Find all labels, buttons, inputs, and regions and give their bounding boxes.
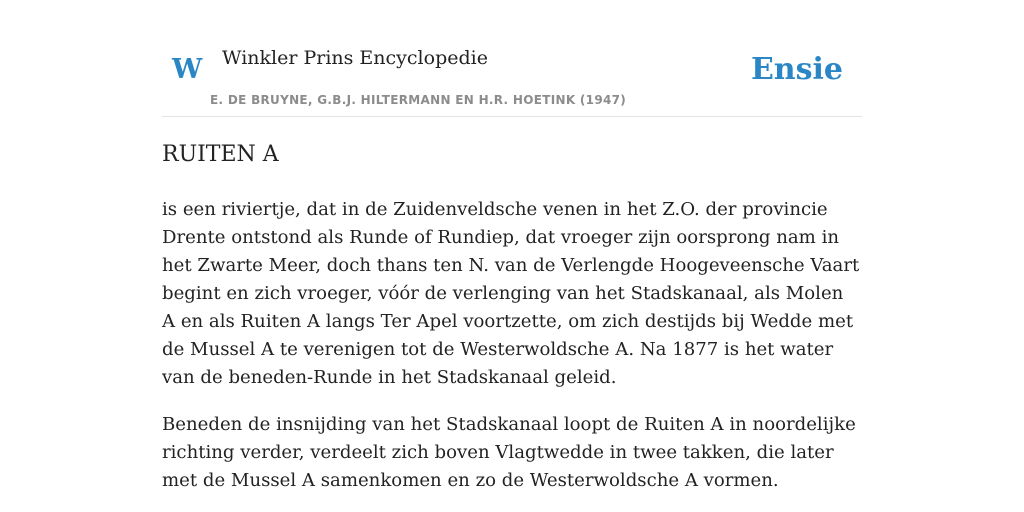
site-header	[162, 40, 862, 117]
ensie-brand-link[interactable]: Ensie	[750, 52, 843, 87]
w-logo-icon[interactable]: W	[172, 54, 203, 85]
article-headword: RUITEN A	[162, 142, 279, 167]
encyclopedia-title[interactable]: Winkler Prins Encyclopedie	[222, 47, 488, 69]
authors-line: E. DE BRUYNE, G.B.J. HILTERMANN EN H.R. HOETINK (1947)	[210, 93, 627, 107]
article-paragraph: Beneden de insnijding van het Stadskanaal loopt de Ruiten A in noordelijke richting verder, verdeelt zich boven Vlagtwedde in twee takken, die later met de Mussel A samenkomen en zo de Westerwoldsche A vormen.	[162, 414, 856, 491]
article-paragraph: is een riviertje, dat in de Zuidenveldsche venen in het Z.O. der provincie Drente ontstond als Runde of Rundiep, dat vroeger zijn oorsprong nam in het Zwarte Meer, doch thans ten N. van de Verlengde Hoogeveensche Vaart begint en zich vroeger, vóór de verlenging van het Stadskanaal, als Molen A en als Ruiten A langs Ter Apel voortzette, om zich destijds bij Wedde met de Mussel A te verenigen tot de Westerwoldsche A. Na 1877 is het water van de beneden-Runde in het Stadskanaal geleid.	[162, 199, 860, 388]
article	[162, 138, 862, 512]
